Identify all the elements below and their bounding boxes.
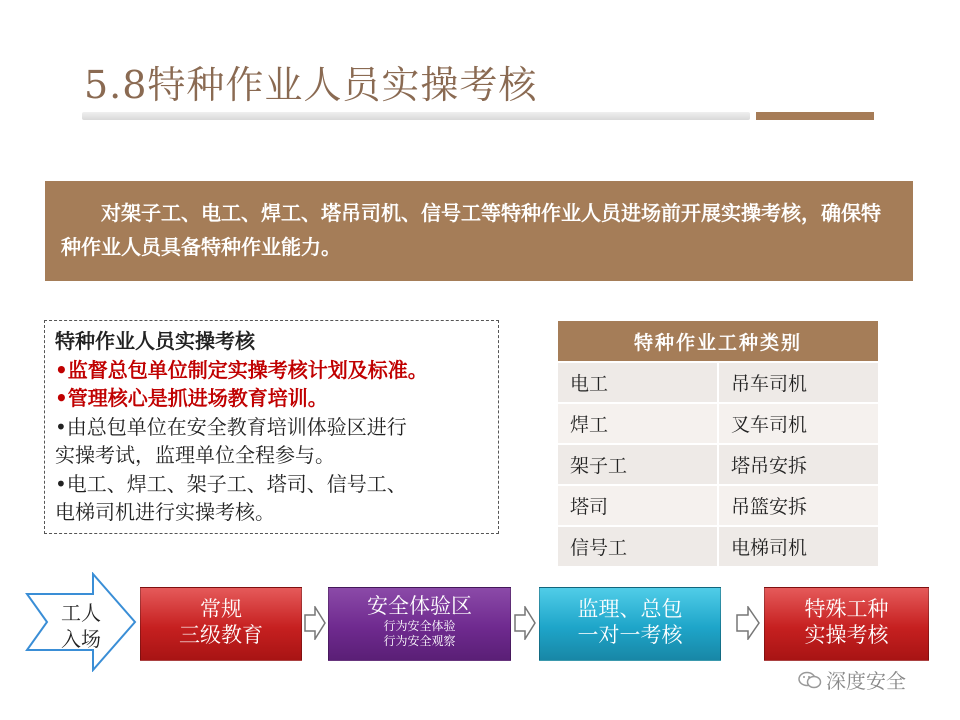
table-cell: 塔吊安拆 [718, 444, 878, 485]
step-special-work-assessment [764, 587, 929, 661]
table-header: 特种作业工种类别 [558, 321, 878, 362]
table-cell: 塔司 [558, 485, 718, 526]
table-cell: 吊车司机 [718, 362, 878, 403]
step-subline: 行为安全观察 [383, 634, 456, 648]
watermark-text: 深度安全 [826, 669, 906, 693]
info-line: •监督总包单位制定实操考核计划及标准。 [55, 357, 428, 382]
table-cell: 吊篮安拆 [718, 485, 878, 526]
title-rule-accent [756, 112, 874, 120]
step-line: 三级教育 [179, 623, 263, 647]
info-box [44, 320, 499, 534]
work-types-table [558, 321, 878, 566]
step-line: 安全体验区 [367, 594, 472, 618]
table-cell: 电梯司机 [718, 526, 878, 566]
step-line: 一对一考核 [577, 623, 683, 647]
info-line: 实操考试，监理单位全程参与。 [55, 443, 335, 467]
table-row [558, 403, 878, 444]
worker-entry-line: 入场 [61, 627, 101, 651]
table-cell: 架子工 [558, 444, 718, 485]
table-cell: 叉车司机 [718, 403, 878, 444]
table-row [558, 526, 878, 566]
info-line: 电梯司机进行实操考核。 [55, 500, 275, 524]
slide-title: 5.8特种作业人员实操考核 [84, 63, 538, 107]
table-row [558, 485, 878, 526]
info-box-heading: 特种作业人员实操考核 [55, 329, 255, 353]
step-line: 特殊工种 [804, 597, 889, 621]
intro-banner [45, 181, 913, 281]
title-rule-grey [82, 112, 750, 120]
flow-arrow-icon [736, 606, 760, 640]
step-subline: 行为安全体验 [383, 619, 456, 633]
flow-arrow-icon [514, 606, 536, 640]
flow-arrow-icon [304, 606, 326, 640]
table-cell: 电工 [558, 362, 718, 403]
step-line: 常规 [200, 597, 242, 621]
step-line: 监理、总包 [577, 597, 683, 621]
intro-text: 对架子工、电工、焊工、塔吊司机、信号工等特种作业人员进场前开展实操考核，确保特种作业人员具备特种作业能力。 [61, 201, 881, 259]
step-three-level-education [140, 587, 302, 661]
wechat-icon [798, 670, 822, 690]
info-line: •管理核心是抓进场教育培训。 [55, 386, 328, 410]
table-cell: 信号工 [558, 526, 718, 566]
table-header-row [558, 321, 878, 362]
worker-entry-line: 工人 [61, 601, 101, 625]
table-cell: 焊工 [558, 403, 718, 444]
info-line: •由总包单位在安全教育培训体验区进行 [55, 414, 407, 439]
info-line: •电工、焊工、架子工、塔司、信号工、 [55, 471, 407, 496]
step-safety-experience-zone [328, 587, 511, 661]
watermark [798, 665, 906, 694]
step-line: 实操考核 [804, 623, 889, 647]
table-row [558, 362, 878, 403]
step-one-on-one-assessment [539, 587, 721, 661]
worker-entry-label [56, 600, 106, 652]
table-row [558, 444, 878, 485]
